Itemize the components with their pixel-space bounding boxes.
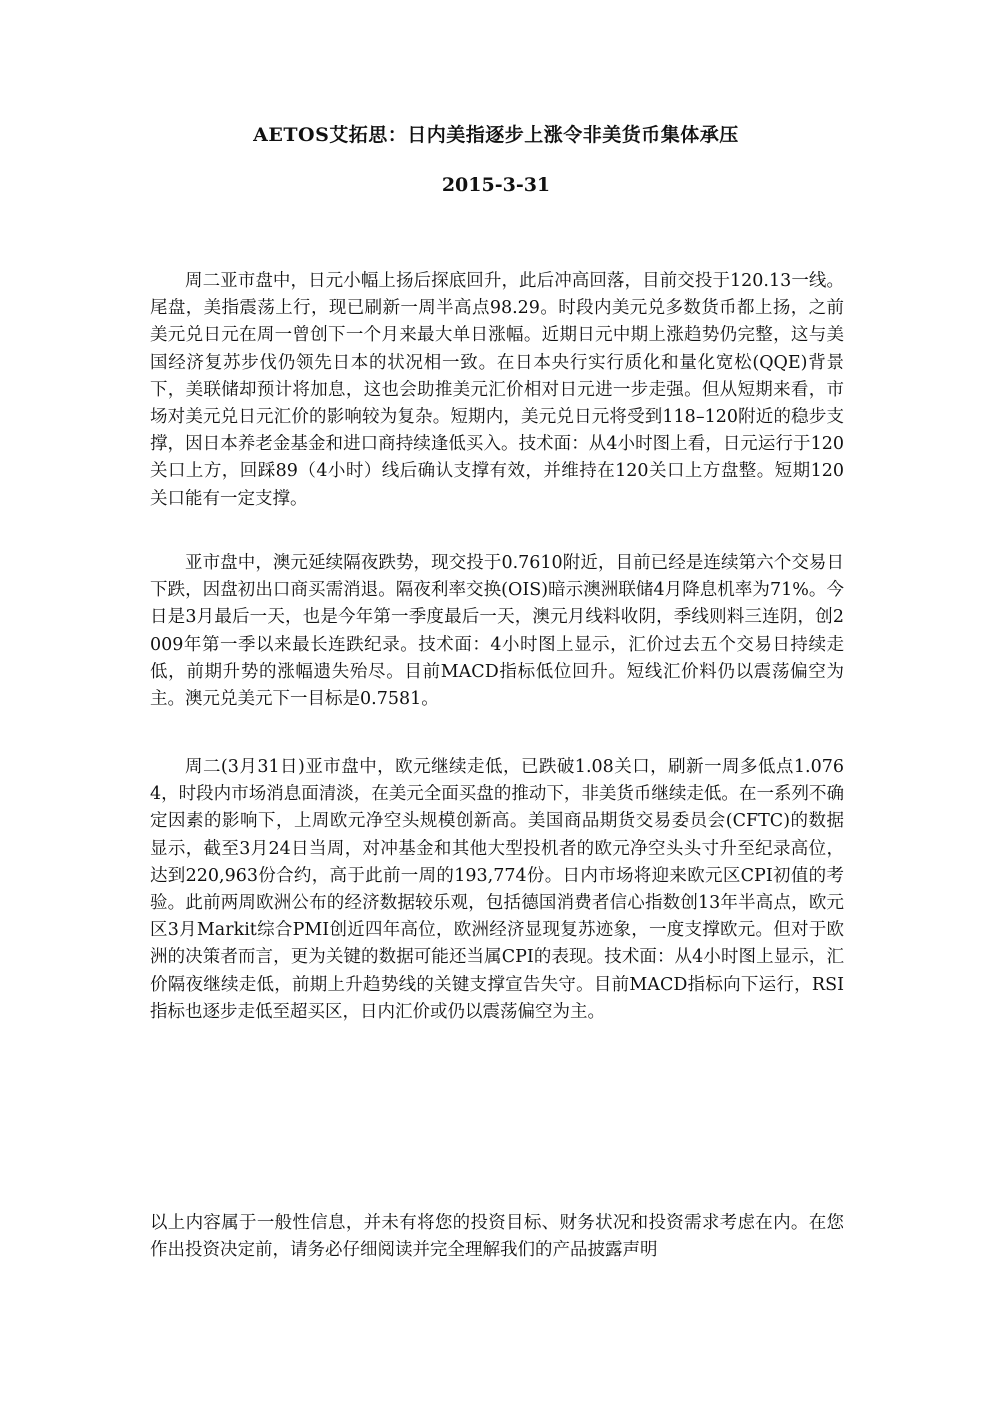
paragraph-eur: 周二(3月31日)亚市盘中，欧元继续走低，已跌破1.08关口，刷新一周多低点1.0764，时段内市场消息面清淡，在美元全面买盘的推动下，非美货币继续走低。在一系列不确定因素的影响下，上周欧元净空头规模创新高。美国商品期货交易委员会(CFTC)的数据显示，截至3月24日当周，对冲基金和其他大型投机者的欧元净空头头寸升至纪录高位，达到220,963份合约，高于此前一周的193,774份。日内市场将迎来欧元区CPI初值的考验。此前两周欧洲公布的经济数据较乐观，包括德国消费者信心指数创13年半高点，欧元区3月Markit综合PMI创近四年高位，欧洲经济显现复苏迹象，一度支撑欧元。但对于欧洲的决策者而言，更为关键的数据可能还当属CPI的表现。技术面：从4小时图上显示，汇价隔夜继续走低，前期上升趋势线的关键支撑宣告失守。目前MACD指标向下运行，RSI指标也逐步走低至超买区，日内汇价或仍以震荡偏空为主。 [150, 757, 844, 1022]
paragraph-yen: 周二亚市盘中，日元小幅上扬后探底回升，此后冲高回落，目前交投于120.13一线。尾盘，美指震荡上行，现已刷新一周半高点98.29。时段内美元兑多数货币都上扬，之前美元兑日元在周一曾创下一个月来最大单日涨幅。近期日元中期上涨趋势仍完整，这与美国经济复苏步伐仍领先日本的状况相一致。在日本央行实行质化和量化宽松(QQE)背景下，美联储却预计将加息，这也会助推美元汇价相对日元进一步走强。但从短期来看，市场对美元兑日元汇价的影响较为复杂。短期内，美元兑日元将受到118–120附近的稳步支撑，因日本养老金基金和进口商持续逢低买入。技术面：从4小时图上看，日元运行于120关口上方，回踩89（4小时）线后确认支撑有效，并维持在120关口上方盘整。短期120关口能有一定支撑。 [150, 271, 844, 509]
paragraph-aud: 亚市盘中，澳元延续隔夜跌势，现交投于0.7610附近，目前已经是连续第六个交易日下跌，因盘初出口商买需消退。隔夜利率交换(OIS)暗示澳洲联储4月降息机率为71%。今日是3月最后一天，也是今年第一季度最后一天，澳元月线料收阴，季线则料三连阴，创2009年第一季以来最长连跌纪录。技术面：4小时图上显示，汇价过去五个交易日持续走低，前期升势的涨幅遗失殆尽。目前MACD指标低位回升。短线汇价料仍以震荡偏空为主。澳元兑美元下一目标是0.7581。 [150, 553, 844, 710]
disclaimer-text: 以上内容属于一般性信息，并未有将您的投资目标、财务状况和投资需求考虑在内。在您作出投资决定前，请务必仔细阅读并完全理解我们的产品披露声明 [150, 1213, 844, 1261]
document-title: AETOS艾拓思：日内美指逐步上涨令非美货币集体承压 [253, 124, 739, 146]
document-date: 2015-3-31 [441, 174, 551, 196]
